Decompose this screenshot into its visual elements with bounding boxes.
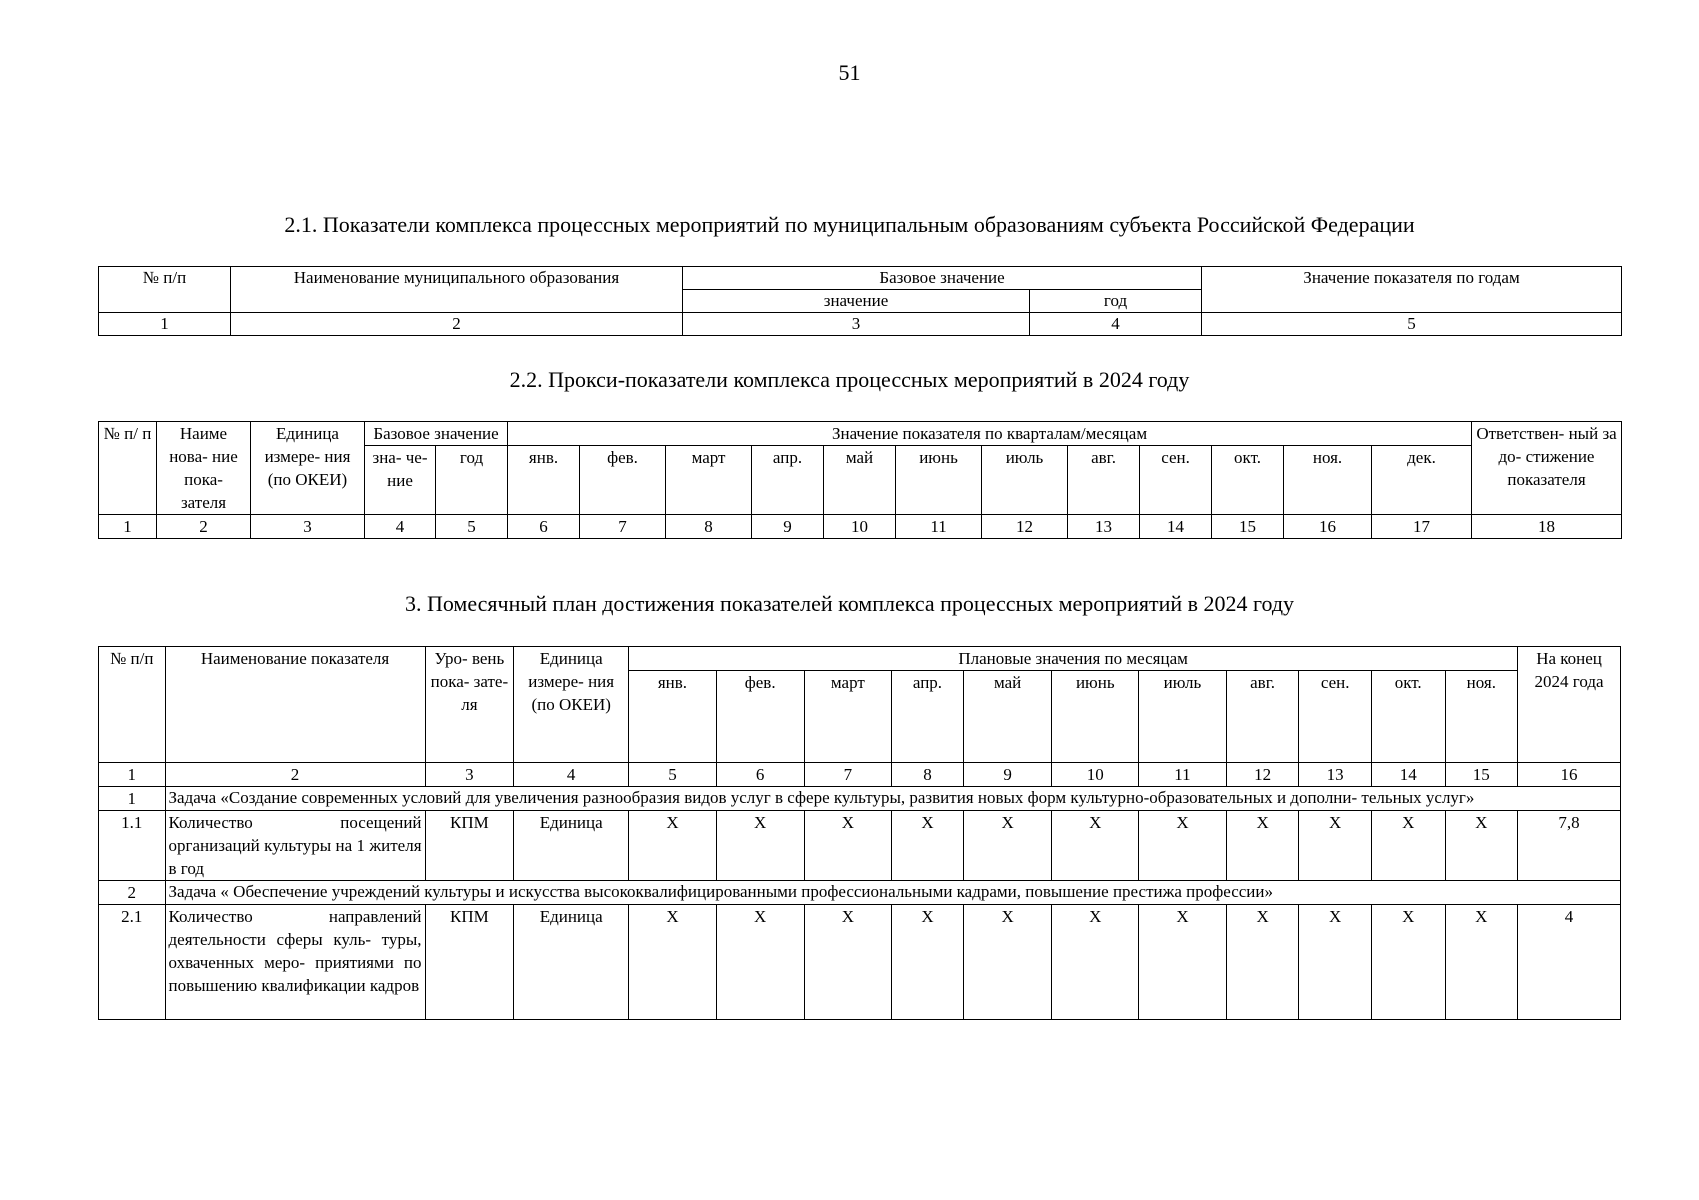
month-value: Х (1052, 811, 1139, 881)
col-number: 3 (683, 313, 1030, 336)
section-2-1-title: 2.1. Показатели комплекса процессных мероприятий по муниципальным образованиям субъекта Российской Федерации (284, 212, 1415, 237)
col-number: 9 (963, 763, 1052, 787)
task-num: 1 (99, 787, 166, 811)
col-number: 10 (824, 515, 896, 539)
header-month: сен. (1140, 446, 1212, 515)
header-month: окт. (1371, 671, 1445, 763)
indicator-name: Количество посещений организаций культуры на 1 жителя в год (165, 811, 425, 881)
month-value: Х (1226, 811, 1299, 881)
header-unit: Единица измере- ния (по ОКЕИ) (514, 647, 629, 763)
end-of-year-value: 7,8 (1518, 811, 1621, 881)
header-month: янв. (629, 671, 717, 763)
header-indicator-name: Наименование показателя (165, 647, 425, 763)
col-number: 6 (716, 763, 804, 787)
month-value: Х (1226, 905, 1299, 1020)
column-number-row (99, 763, 1621, 787)
col-number: 1 (99, 763, 166, 787)
col-number: 4 (1030, 313, 1202, 336)
header-month: сен. (1299, 671, 1372, 763)
municipal-indicators-table (98, 266, 1622, 336)
month-value: Х (1445, 811, 1518, 881)
indicator-unit: Единица (514, 811, 629, 881)
header-month: июль (1139, 671, 1227, 763)
header-base-value-value: зна- че- ние (365, 446, 436, 515)
col-number: 9 (752, 515, 824, 539)
header-month: июль (982, 446, 1068, 515)
col-number: 6 (508, 515, 580, 539)
col-number: 17 (1372, 515, 1472, 539)
col-number: 5 (629, 763, 717, 787)
indicator-level: КПМ (425, 811, 514, 881)
col-number: 16 (1284, 515, 1372, 539)
header-end-of-year: На конец 2024 года (1518, 647, 1621, 763)
page-number: 51 (838, 60, 861, 85)
header-base-value-year: год (436, 446, 508, 515)
month-value: Х (1371, 811, 1445, 881)
col-number: 7 (580, 515, 666, 539)
header-unit: Единица измере- ния (по ОКЕИ) (251, 422, 365, 515)
col-number: 8 (892, 763, 964, 787)
task-num: 2 (99, 881, 166, 905)
indicator-num: 1.1 (99, 811, 166, 881)
header-month: окт. (1212, 446, 1284, 515)
month-value: Х (1299, 811, 1372, 881)
header-values-by-years: Значение показателя по годам (1202, 267, 1622, 313)
col-number: 15 (1212, 515, 1284, 539)
task-row (99, 787, 1621, 811)
col-number: 2 (231, 313, 683, 336)
col-number: 14 (1140, 515, 1212, 539)
header-base-value: Базовое значение (683, 267, 1202, 290)
month-value: Х (804, 811, 892, 881)
month-value: Х (1052, 905, 1139, 1020)
header-indicator-name: Наиме нова- ние пока- зателя (157, 422, 251, 515)
header-month: янв. (508, 446, 580, 515)
indicator-num: 2.1 (99, 905, 166, 1020)
header-month: март (804, 671, 892, 763)
col-number: 11 (1139, 763, 1227, 787)
header-month: июнь (896, 446, 982, 515)
column-number-row (99, 313, 1622, 336)
header-month: авг. (1226, 671, 1299, 763)
month-value: Х (1139, 905, 1227, 1020)
header-base-value-value: значение (683, 290, 1030, 313)
col-number: 2 (165, 763, 425, 787)
col-number: 5 (1202, 313, 1622, 336)
month-value: Х (716, 905, 804, 1020)
col-number: 12 (982, 515, 1068, 539)
header-month: апр. (892, 671, 964, 763)
header-month: дек. (1372, 446, 1472, 515)
col-number: 4 (514, 763, 629, 787)
month-value: Х (1299, 905, 1372, 1020)
section-3-title: 3. Помесячный план достижения показателей комплекса процессных мероприятий в 2024 году (404, 591, 1295, 616)
month-value: Х (963, 811, 1052, 881)
col-number: 5 (436, 515, 508, 539)
header-month: фев. (716, 671, 804, 763)
header-month: июнь (1052, 671, 1139, 763)
header-month: март (666, 446, 752, 515)
header-base-value: Базовое значение (365, 422, 508, 446)
header-indicator-level: Уро- вень пока- зате- ля (425, 647, 514, 763)
header-month: авг. (1068, 446, 1140, 515)
col-number: 15 (1445, 763, 1518, 787)
header-month: ноя. (1284, 446, 1372, 515)
col-number: 13 (1068, 515, 1140, 539)
header-responsible: Ответствен- ный за до- стижение показателя (1472, 422, 1622, 515)
col-number: 7 (804, 763, 892, 787)
header-municipality-name: Наименование муниципального образования (231, 267, 683, 313)
header-month: апр. (752, 446, 824, 515)
section-2-2-title: 2.2. Прокси-показатели комплекса процессных мероприятий в 2024 году (509, 367, 1190, 392)
month-value: Х (716, 811, 804, 881)
col-number: 3 (251, 515, 365, 539)
indicator-name: Количество направлений деятельности сферы куль- туры, охваченных меро- приятиями по повышению квалификации кадров (165, 905, 425, 1020)
col-number: 8 (666, 515, 752, 539)
indicator-unit: Единица (514, 905, 629, 1020)
end-of-year-value: 4 (1518, 905, 1621, 1020)
col-number: 13 (1299, 763, 1372, 787)
col-number: 11 (896, 515, 982, 539)
header-num: № п/ п (99, 422, 157, 515)
col-number: 3 (425, 763, 514, 787)
header-month: ноя. (1445, 671, 1518, 763)
col-number: 16 (1518, 763, 1621, 787)
month-value: Х (1445, 905, 1518, 1020)
header-month: май (963, 671, 1052, 763)
indicator-row (99, 811, 1621, 881)
month-value: Х (629, 905, 717, 1020)
task-row (99, 881, 1621, 905)
month-value: Х (892, 905, 964, 1020)
indicator-row (99, 905, 1621, 1020)
task-text: Задача « Обеспечение учреждений культуры и искусства высококвалифицированными профессиональными кадрами, повышение престижа профессии» (165, 881, 1620, 905)
col-number: 4 (365, 515, 436, 539)
col-number: 1 (99, 313, 231, 336)
indicator-level: КПМ (425, 905, 514, 1020)
month-value: Х (892, 811, 964, 881)
header-month: май (824, 446, 896, 515)
header-monthly-plan: Плановые значения по месяцам (629, 647, 1518, 671)
header-num: № п/п (99, 647, 166, 763)
col-number: 14 (1371, 763, 1445, 787)
proxy-indicators-table (98, 421, 1622, 539)
task-text: Задача «Создание современных условий для увеличения разнообразия видов услуг в сфере культуры, развития новых форм культурно-образовательных и дополни- тельных услуг» (165, 787, 1620, 811)
col-number: 2 (157, 515, 251, 539)
header-base-value-year: год (1030, 290, 1202, 313)
month-value: Х (963, 905, 1052, 1020)
col-number: 18 (1472, 515, 1622, 539)
header-num: № п/п (99, 267, 231, 313)
month-value: Х (1371, 905, 1445, 1020)
header-quarter-month-values: Значение показателя по кварталам/месяцам (508, 422, 1472, 446)
column-number-row (99, 515, 1622, 539)
monthly-plan-table (98, 646, 1621, 1020)
col-number: 10 (1052, 763, 1139, 787)
col-number: 1 (99, 515, 157, 539)
header-month: фев. (580, 446, 666, 515)
month-value: Х (629, 811, 717, 881)
month-value: Х (1139, 811, 1227, 881)
col-number: 12 (1226, 763, 1299, 787)
month-value: Х (804, 905, 892, 1020)
